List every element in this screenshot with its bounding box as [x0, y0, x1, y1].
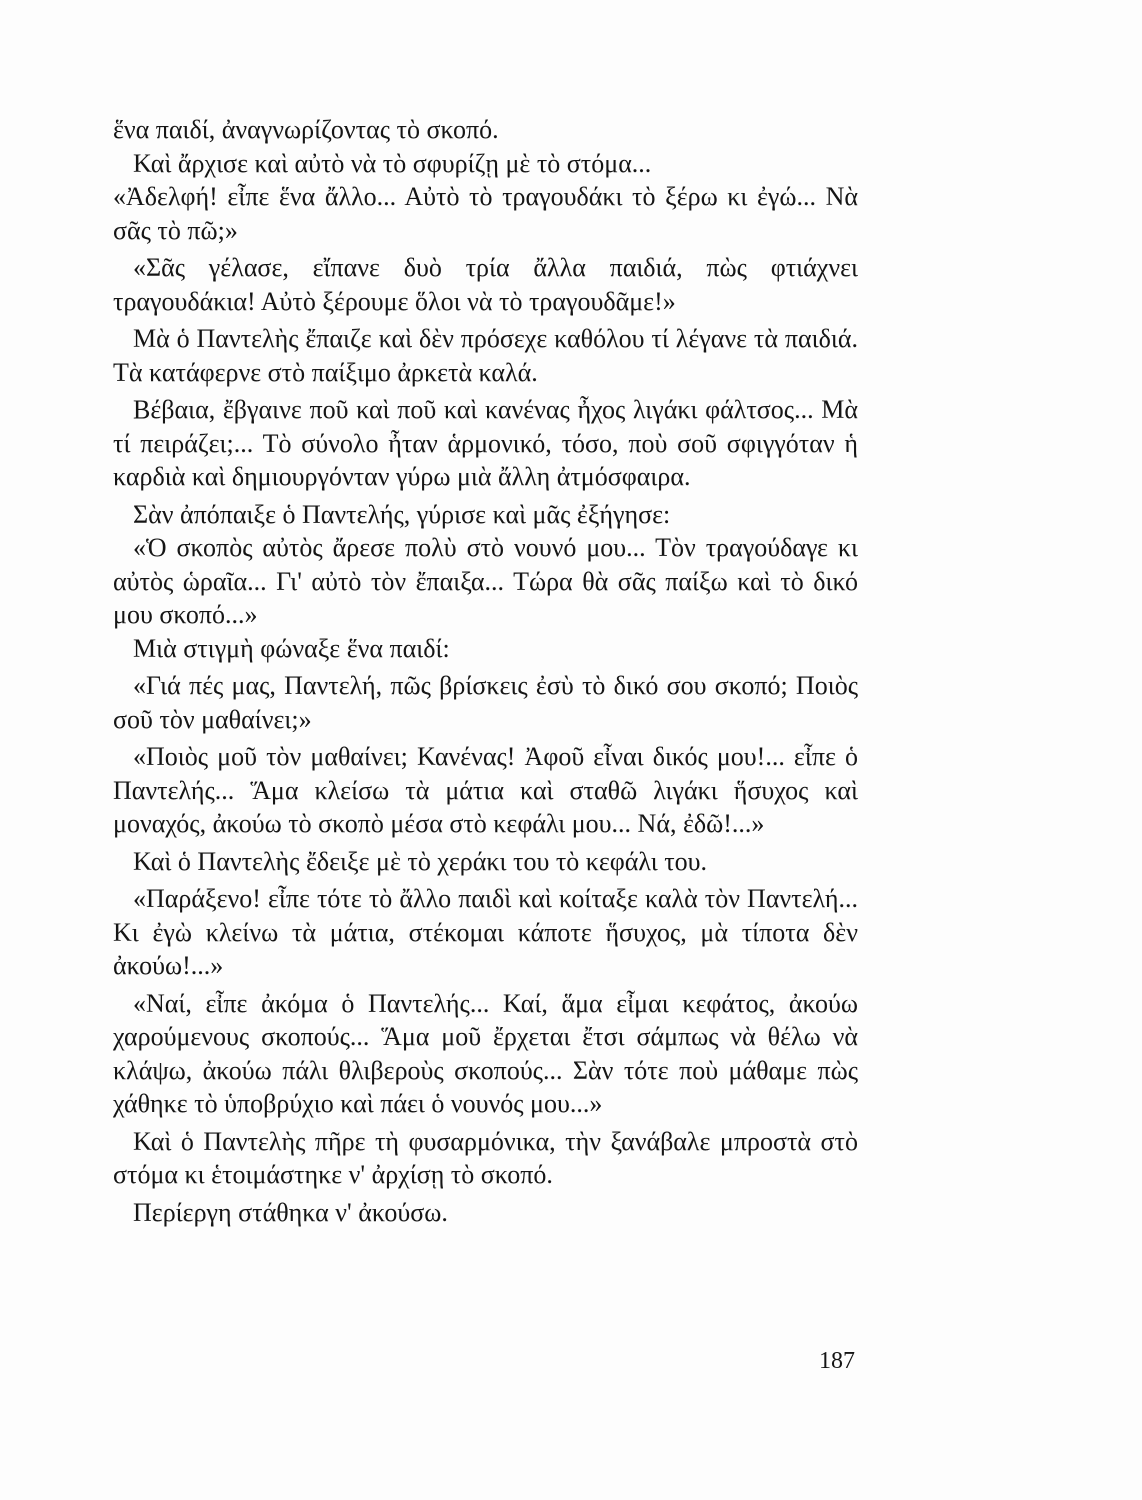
paragraph: Καὶ ἄρχισε καὶ αὐτὸ νὰ τὸ σφυρίζῃ μὲ τὸ στόμα...: [133, 148, 652, 178]
paragraph: ἕνα παιδί, ἀναγνωρίζοντας τὸ σκοπό.: [113, 115, 499, 144]
body-text: [113, 113, 858, 1229]
paragraph: Βέβαια, ἔβγαινε ποῦ καὶ ποῦ καὶ κανένας ἦχος λιγάκι φάλτσος... Μὰ τί πειράζει;... Τὸ σύνολο ἦταν ἁρμονικό, τόσο, ποὺ σοῦ σφιγγόταν ἡ καρδιὰ καὶ δημιουργόνταν γύρω μιὰ ἄλλη ἀτμόσφαιρα.: [113, 395, 858, 491]
page-number: 187: [819, 1348, 855, 1374]
paragraph: Μιὰ στιγμὴ φώναξε ἕνα παιδί:: [133, 633, 450, 663]
paragraph: «Σᾶς γέλασε, εἴπανε δυὸ τρία ἄλλα παιδιά, πὼς φτιάχνει τραγουδάκια! Αὐτὸ ξέρουμε ὅλοι νὰ τὸ τραγουδᾶμε!»: [113, 253, 858, 316]
paragraph: «Ἀδελφή! εἶπε ἕνα ἄλλο... Αὐτὸ τὸ τραγουδάκι τὸ ξέρω κι ἐγώ... Νὰ σᾶς τὸ πῶ;»: [113, 182, 858, 245]
paragraph: Σὰν ἀπόπαιξε ὁ Παντελής, γύρισε καὶ μᾶς ἐξήγησε:: [133, 499, 671, 529]
paragraph: «Ὁ σκοπὸς αὐτὸς ἄρεσε πολὺ στὸ νουνό μου... Τὸν τραγούδαγε κι αὐτὸς ὡραῖα... Γι' αὐτὸ τὸν ἔπαιξα... Τώρα θὰ σᾶς παίξω καὶ τὸ δικό μου σκοπό...»: [113, 533, 858, 629]
paragraph: «Γιά πές μας, Παντελή, πῶς βρίσκεις ἐσὺ τὸ δικό σου σκοπό; Ποιὸς σοῦ τὸν μαθαίνει;»: [113, 671, 858, 734]
paragraph: Καὶ ὁ Παντελὴς πῆρε τὴ φυσαρμόνικα, τὴν ξανάβαλε μπροστὰ στὸ στόμα κι ἑτοιμάστηκε ν' ἀρχίσῃ τὸ σκοπό.: [113, 1126, 858, 1189]
paragraph: Καὶ ὁ Παντελὴς ἔδειξε μὲ τὸ χεράκι του τὸ κεφάλι του.: [133, 846, 708, 876]
paragraph: Μὰ ὁ Παντελὴς ἔπαιζε καὶ δὲν πρόσεχε καθόλου τί λέγανε τὰ παιδιά. Τὰ κατάφερνε στὸ παίξιμο ἀρκετὰ καλά.: [113, 324, 858, 387]
paragraph: «Ναί, εἶπε ἀκόμα ὁ Παντελής... Καί, ἅμα εἶμαι κεφάτος, ἀκούω χαρούμενους σκοπούς... Ἅμα μοῦ ἔρχεται ἔτσι σάμπως νὰ θέλω νὰ κλάψω, ἀκούω πάλι θλιβεροὺς σκοπούς... Σὰν τότε ποὺ μάθαμε πὼς χάθηκε τὸ ὑποβρύχιο καὶ πάει ὁ νουνός μου...»: [113, 988, 858, 1118]
paragraph: «Παράξενο! εἶπε τότε τὸ ἄλλο παιδὶ καὶ κοίταξε καλὰ τὸν Παντελή... Κι ἐγὼ κλείνω τὰ μάτια, στέκομαι κάποτε ἥσυχος, μὰ τίποτα δὲν ἀκούω!...»: [113, 884, 858, 980]
paragraph: «Ποιὸς μοῦ τὸν μαθαίνει; Κανένας! Ἀφοῦ εἶναι δικός μου!... εἶπε ὁ Παντελής... Ἅμα κλείσω τὰ μάτια καὶ σταθῶ λιγάκι ἥσυχος καὶ μοναχός, ἀκούω τὸ σκοπὸ μέσα στὸ κεφάλι μου... Νά, ἐδῶ!...»: [113, 742, 858, 838]
paragraph: Περίεργη στάθηκα ν' ἀκούσω.: [133, 1197, 448, 1227]
